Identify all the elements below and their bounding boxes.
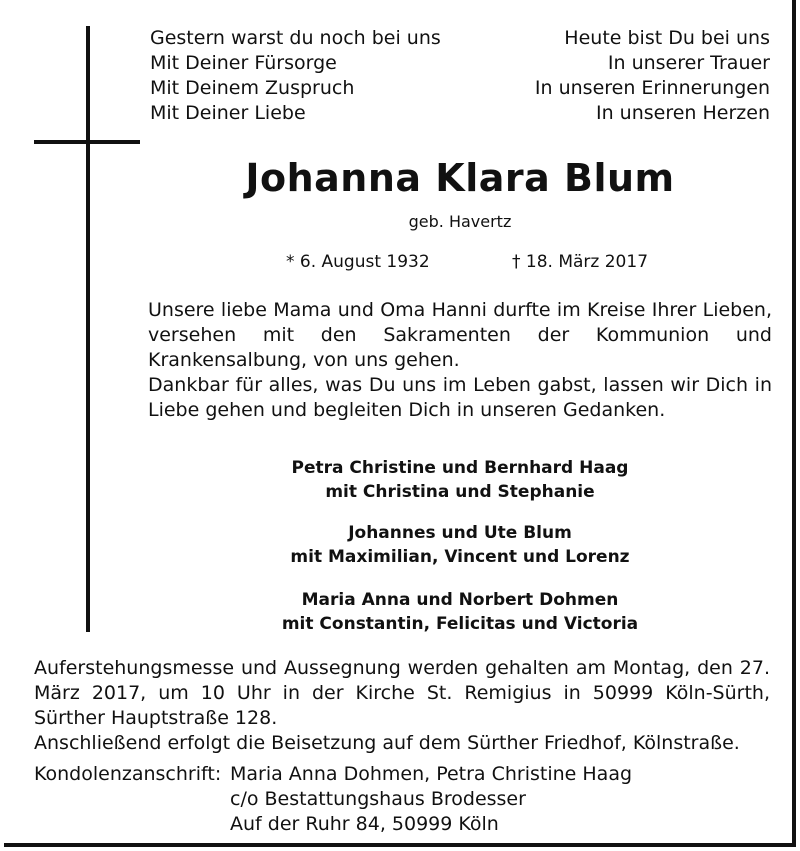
contact-line: c/o Bestattungshaus Brodesser: [230, 788, 526, 810]
service-info: [34, 656, 770, 756]
cross-icon: [86, 26, 90, 632]
family-line: Petra Christine und Bernhard Haag: [291, 458, 629, 478]
poem-line: In unseren Erinnerungen: [534, 77, 770, 99]
family-line: mit Christina und Stephanie: [325, 482, 595, 502]
birth-date: * 6. August 1932: [286, 252, 430, 272]
family-line: mit Maximilian, Vincent und Lorenz: [290, 547, 630, 567]
poem-line: Mit Deiner Fürsorge: [150, 52, 337, 74]
poem-line: In unseren Herzen: [595, 102, 770, 124]
family-group: [150, 456, 770, 504]
poem-left: [150, 26, 441, 126]
poem-line: Mit Deinem Zuspruch: [150, 77, 355, 99]
contact-line: Auf der Ruhr 84, 50999 Köln: [230, 813, 499, 835]
death-date: † 18. März 2017: [512, 252, 649, 272]
message-text: [148, 298, 772, 423]
condolence-address: [34, 762, 632, 837]
maiden-name: geb. Havertz: [408, 212, 512, 231]
poem-line: Mit Deiner Liebe: [150, 102, 306, 124]
family-line: Johannes und Ute Blum: [348, 523, 572, 543]
poem-line: Gestern warst du noch bei uns: [150, 27, 441, 49]
poem-line: In unserer Trauer: [607, 52, 770, 74]
contact-line: Maria Anna Dohmen, Petra Christine Haag: [230, 763, 633, 785]
contact-lines: [230, 762, 632, 837]
family-line: Maria Anna und Norbert Dohmen: [301, 590, 619, 610]
poem-line: Heute bist Du bei uns: [564, 27, 770, 49]
poem-right: [535, 26, 770, 126]
deceased-name: Johanna Klara Blum: [245, 156, 675, 200]
message-paragraph: Unsere liebe Mama und Oma Hanni durfte im Kreise Ihrer Lieben, versehen mit den Sakramenten der Kommunion und Krankensalbung, von uns gehen.: [148, 299, 772, 371]
contact-label: Kondolenzanschrift:: [34, 763, 222, 785]
family-line: mit Constantin, Felicitas und Victoria: [281, 614, 639, 634]
service-paragraph: Auferstehungsmesse und Aussegnung werden gehalten am Montag, den 27. März 2017, um 10 Uhr in der Kirche St. Remigius in 50999 Köln-Sürth, Sürther Hauptstraße 128.: [34, 657, 770, 729]
cross-icon-bar: [34, 140, 140, 144]
service-paragraph: Anschließend erfolgt die Beisetzung auf dem Sürther Friedhof, Kölnstraße.: [34, 732, 740, 754]
family-group: [150, 588, 770, 636]
message-paragraph: Dankbar für alles, was Du uns im Leben gabst, lassen wir Dich in Liebe gehen und begleiten Dich in unseren Gedanken.: [148, 374, 772, 421]
family-group: [150, 521, 770, 569]
